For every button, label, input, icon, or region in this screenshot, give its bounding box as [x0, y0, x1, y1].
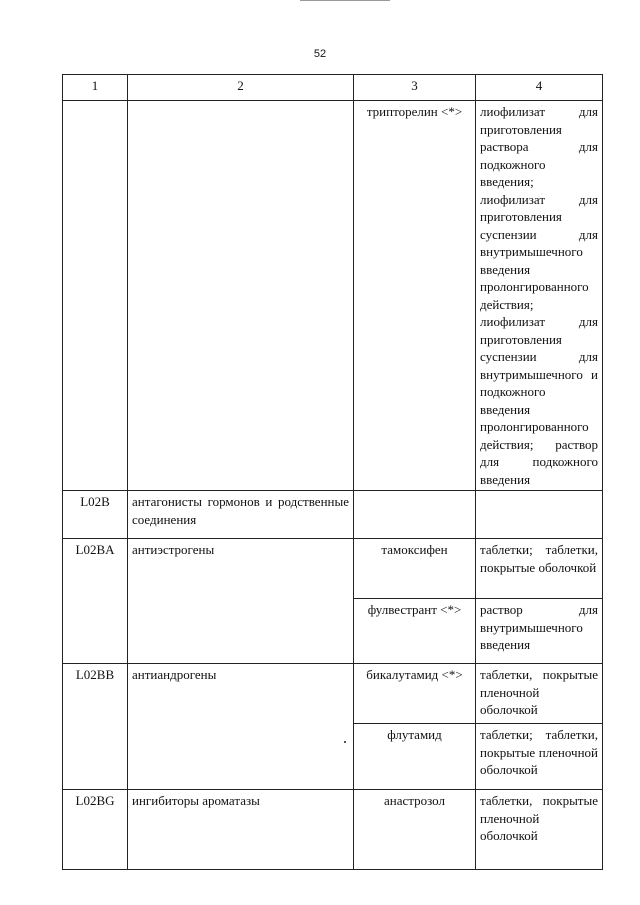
header-cell: 1 [63, 75, 128, 101]
drug-name-cell [354, 491, 476, 539]
atc-code-cell: L02BA [63, 539, 128, 664]
dosage-form-cell: таблетки, покрытые пленочной оболочкой [476, 790, 603, 870]
dosage-form-cell [476, 491, 603, 539]
atc-code-cell: L02BB [63, 664, 128, 790]
atc-code-cell: L02BG [63, 790, 128, 870]
table-header-row [63, 75, 603, 101]
dosage-form-cell: раствор для внутримышечного введения [476, 599, 603, 664]
header-cell: 4 [476, 75, 603, 101]
table-row [63, 491, 603, 539]
drug-name-cell: анастрозол [354, 790, 476, 870]
header-cell: 2 [128, 75, 354, 101]
dosage-form-cell: таблетки; таблетки, покрытые пленочной оболочкой [476, 724, 603, 790]
table-row [63, 539, 603, 599]
drug-name-cell: флутамид [354, 724, 476, 790]
page-top-mark [300, 0, 390, 4]
header-cell: 3 [354, 75, 476, 101]
group-name-cell: ингибиторы ароматазы [128, 790, 354, 870]
group-name-cell [128, 101, 354, 491]
page-number: 52 [313, 48, 327, 60]
group-name-cell: антиандрогены [128, 664, 354, 790]
table-row [63, 790, 603, 870]
dosage-form-cell: лиофилизат для приготовления раствора для подкожного введения; лиофилизат для приготовления суспензии для внутримышечного введения пролонгированного действия; лиофилизат для приготовления суспензии для внутримышечного и подкожного введения пролонгированного действия; раствор для подкожного введения [476, 101, 603, 491]
table-row [63, 664, 603, 724]
medication-table [62, 74, 603, 870]
drug-name-cell: трипторелин <*> [354, 101, 476, 491]
atc-code-cell [63, 101, 128, 491]
scan-speck [344, 741, 346, 743]
drug-name-cell: бикалутамид <*> [354, 664, 476, 724]
drug-name-cell: фулвестрант <*> [354, 599, 476, 664]
dosage-form-cell: таблетки, покрытые пленочной оболочкой [476, 664, 603, 724]
dosage-form-cell: таблетки; таблетки, покрытые оболочкой [476, 539, 603, 599]
group-name-cell: антагонисты гормонов и родственные соединения [128, 491, 354, 539]
table-row [63, 101, 603, 491]
drug-name-cell: тамоксифен [354, 539, 476, 599]
atc-code-cell: L02B [63, 491, 128, 539]
group-name-cell: антиэстрогены [128, 539, 354, 664]
